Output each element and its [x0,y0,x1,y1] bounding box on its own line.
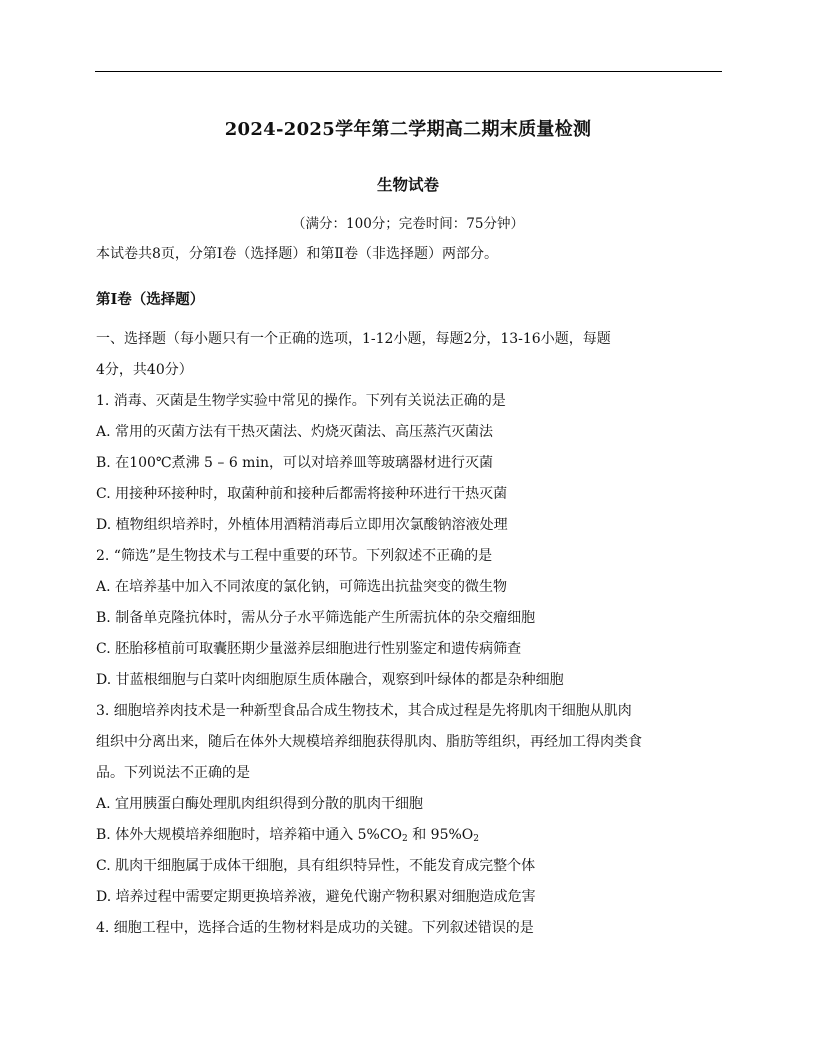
exam-title: 2024-2025学年第二学期高二期末质量检测 [224,119,592,140]
co2-subscript: 2 [402,834,408,844]
q1-option-b: B. 在100℃煮沸 5 – 6 min，可以对培养皿等玻璃器材进行灭菌 [96,455,493,471]
q3-option-b-prefix: B. 体外大规模培养细胞时，培养箱中通入 5%CO [96,827,403,843]
q2-option-b: B. 制备单克隆抗体时，需从分子水平筛选能产生所需抗体的杂交瘤细胞 [96,610,536,626]
q3-option-a: A. 宜用胰蛋白酶处理肌肉组织得到分散的肌肉干细胞 [96,796,424,812]
q4-stem: 4. 细胞工程中，选择合适的生物材料是成功的关键。下列叙述错误的是 [96,920,534,936]
q2-option-d: D. 甘蓝根细胞与白菜叶肉细胞原生质体融合，观察到叶绿体的都是杂种细胞 [96,672,564,688]
q3-option-c: C. 肌肉干细胞属于成体干细胞，具有组织特异性，不能发育成完整个体 [96,858,536,874]
exam-meta: （满分：100分；完卷时间：75分钟） [292,216,524,232]
q3-option-d: D. 培养过程中需要定期更换培养液，避免代谢产物积累对细胞造成危害 [96,889,536,905]
subject-title: 生物试卷 [376,175,439,194]
q1-option-d: D. 植物组织培养时，外植体用酒精消毒后立即用次氯酸钠溶液处理 [96,517,508,533]
intro-text: 本试卷共8页，分第Ⅰ卷（选择题）和第Ⅱ卷（非选择题）两部分。 [96,246,498,262]
q3-stem-line-1: 3. 细胞培养肉技术是一种新型食品合成生物技术，其合成过程是先将肌肉干细胞从肌肉 [96,703,632,719]
instruction-line-2: 4分，共40分） [96,362,193,378]
q1-option-a: A. 常用的灭菌方法有干热灭菌法、灼烧灭菌法、高压蒸汽灭菌法 [96,424,494,440]
q1-stem: 1. 消毒、灭菌是生物学实验中常见的操作。下列有关说法正确的是 [96,393,506,409]
q2-option-c: C. 胚胎移植前可取囊胚期少量滋养层细胞进行性别鉴定和遗传病筛查 [96,641,522,657]
q2-option-a: A. 在培养基中加入不同浓度的氯化钠，可筛选出抗盐突变的微生物 [96,579,508,595]
section-heading: 第Ⅰ卷（选择题） [96,291,205,308]
instruction-line-1: 一、选择题（每小题只有一个正确的选项，1-12小题，每题2分，13-16小题，每题 [96,331,611,347]
q3-option-b [96,826,479,848]
q3-option-b-mid: 和 95%O [407,827,474,843]
header-rule [95,71,722,72]
o2-subscript: 2 [473,834,480,844]
q2-stem: 2. “筛选”是生物技术与工程中重要的环节。下列叙述不正确的是 [96,548,493,564]
q3-stem-line-2: 组织中分离出来，随后在体外大规模培养细胞获得肌肉、脂肪等组织，再经加工得肉类食 [96,734,642,750]
q3-stem-line-3: 品。下列说法不正确的是 [96,765,250,781]
q1-option-c: C. 用接种环接种时，取菌种前和接种后都需将接种环进行干热灭菌 [96,486,508,502]
